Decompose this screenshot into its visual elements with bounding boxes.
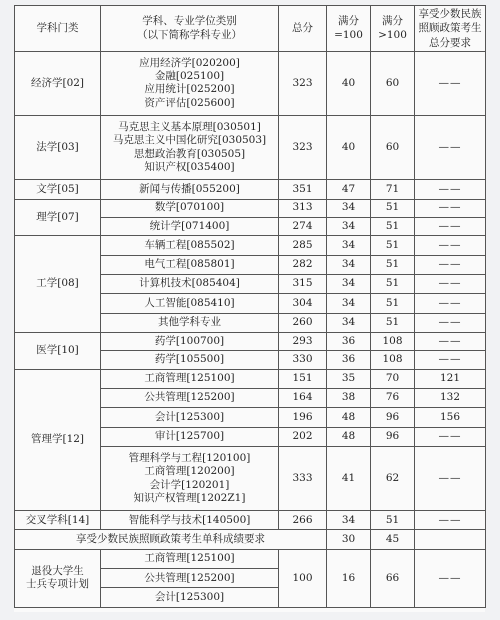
category-cell: 管理学[12] — [15, 369, 101, 511]
total-cell: 330 — [279, 351, 327, 369]
total-cell: 282 — [279, 255, 327, 274]
score100-cell: 16 — [327, 549, 371, 607]
header-minority-line3: 总分要求 — [429, 36, 471, 49]
major-cell — [101, 446, 279, 510]
table-row — [15, 51, 486, 115]
major-cell: 药学[105500] — [101, 351, 279, 369]
minority-cell: —— — [415, 549, 486, 607]
major-name: 资产评估[025600] — [144, 96, 235, 109]
major-cell: 会计[125300] — [101, 408, 279, 427]
table-row — [15, 511, 486, 530]
major-cell: 智能科学与技术[140500] — [101, 511, 279, 530]
score100-cell: 34 — [327, 274, 371, 293]
major-name: 马克思主义中国化研究[030503] — [112, 134, 267, 147]
score-gt100-cell: 51 — [371, 217, 415, 235]
category-cell: 医学[10] — [15, 332, 101, 369]
score-gt100-cell: 108 — [371, 351, 415, 369]
minority-cell: —— — [415, 446, 486, 510]
score-requirements-table — [14, 5, 486, 608]
header-major — [101, 6, 279, 52]
total-cell: 151 — [279, 369, 327, 388]
score100-cell: 30 — [327, 530, 371, 549]
score100-cell: 41 — [327, 446, 371, 510]
major-cell: 数学[070100] — [101, 199, 279, 217]
minority-cell: —— — [415, 255, 486, 274]
total-cell: 351 — [279, 180, 327, 199]
header-minority-line2: 照顾政策考生 — [418, 22, 482, 35]
score-gt100-cell: 70 — [371, 369, 415, 388]
score-gt100-cell: 45 — [371, 530, 415, 549]
minority-cell: 132 — [415, 388, 486, 407]
score100-cell: 34 — [327, 199, 371, 217]
major-name: 工商管理[120200] — [144, 465, 235, 478]
total-cell: 304 — [279, 294, 327, 313]
header-minority-line1: 享受少数民族 — [418, 8, 482, 21]
major-cell — [101, 116, 279, 180]
score100-cell: 35 — [327, 369, 371, 388]
major-cell: 新闻与传播[055200] — [101, 180, 279, 199]
header-total: 总分 — [279, 6, 327, 52]
total-cell: 323 — [279, 116, 327, 180]
major-name: 知识产权[035400] — [144, 161, 235, 174]
minority-cell: —— — [415, 236, 486, 255]
score-gt100-cell: 60 — [371, 51, 415, 115]
score-gt100-cell: 60 — [371, 116, 415, 180]
table-row — [15, 236, 486, 255]
major-cell: 公共管理[125200] — [101, 569, 279, 588]
score-gt100-cell: 51 — [371, 255, 415, 274]
category-cell: 文学[05] — [15, 180, 101, 199]
score100-cell: 34 — [327, 313, 371, 332]
table-row — [15, 332, 486, 350]
total-cell: 202 — [279, 427, 327, 446]
minority-cell: —— — [415, 51, 486, 115]
major-name: 应用统计[025200] — [144, 83, 235, 96]
score-gt100-cell: 51 — [371, 313, 415, 332]
total-cell: 315 — [279, 274, 327, 293]
veterans-category-cell — [15, 549, 101, 607]
veterans-category-line2: 士兵专项计划 — [26, 578, 89, 591]
header-full-gt100 — [371, 6, 415, 52]
score-gt100-cell: 96 — [371, 427, 415, 446]
header-category: 学科门类 — [15, 6, 101, 52]
score-gt100-cell: 108 — [371, 332, 415, 350]
table-row — [15, 180, 486, 199]
table-row — [15, 116, 486, 180]
score-gt100-cell: 66 — [371, 549, 415, 607]
category-cell: 工学[08] — [15, 236, 101, 333]
category-cell: 交叉学科[14] — [15, 511, 101, 530]
total-cell: 196 — [279, 408, 327, 427]
score100-cell: 48 — [327, 427, 371, 446]
minority-cell: —— — [415, 511, 486, 530]
total-cell: 293 — [279, 332, 327, 350]
major-name: 思想政治教育[030505] — [133, 147, 246, 160]
header-major-line2: （以下简称学科专业） — [137, 29, 242, 42]
major-cell: 工商管理[125100] — [101, 369, 279, 388]
minority-cell: —— — [415, 274, 486, 293]
major-name: 金融[025100] — [154, 69, 225, 82]
score-gt100-cell: 51 — [371, 511, 415, 530]
minority-cell: 156 — [415, 408, 486, 427]
score100-cell: 36 — [327, 332, 371, 350]
table-row — [15, 369, 486, 388]
score100-cell: 36 — [327, 351, 371, 369]
score100-cell: 40 — [327, 116, 371, 180]
score-gt100-cell: 71 — [371, 180, 415, 199]
score100-cell: 38 — [327, 388, 371, 407]
score-gt100-cell: 62 — [371, 446, 415, 510]
header-major-line1: 学科、专业学位类别 — [142, 15, 237, 28]
score100-cell: 48 — [327, 408, 371, 427]
major-name: 马克思主义基本原理[030501] — [118, 120, 261, 133]
total-cell: 274 — [279, 217, 327, 235]
score-gt100-cell: 51 — [371, 274, 415, 293]
major-name: 应用经济学[020200] — [139, 56, 240, 69]
score-gt100-cell: 96 — [371, 408, 415, 427]
score-gt100-cell: 76 — [371, 388, 415, 407]
major-cell: 车辆工程[085502] — [101, 236, 279, 255]
minority-subject-row — [15, 530, 486, 549]
table-row — [15, 549, 486, 568]
total-cell: 333 — [279, 446, 327, 510]
major-cell: 会计[125300] — [101, 588, 279, 608]
major-cell: 审计[125700] — [101, 427, 279, 446]
total-cell: 260 — [279, 313, 327, 332]
score100-cell: 34 — [327, 236, 371, 255]
score100-cell: 34 — [327, 294, 371, 313]
category-cell: 经济学[02] — [15, 51, 101, 115]
total-cell: 323 — [279, 51, 327, 115]
minority-cell: —— — [415, 116, 486, 180]
minority-cell: —— — [415, 199, 486, 217]
major-cell: 统计学[071400] — [101, 217, 279, 235]
minority-cell-empty — [415, 530, 486, 549]
minority-subject-label: 享受少数民族照顾政策考生单科成绩要求 — [15, 530, 327, 549]
table-row — [15, 199, 486, 217]
score100-cell: 40 — [327, 51, 371, 115]
total-cell: 266 — [279, 511, 327, 530]
major-name: 管理科学与工程[120100] — [128, 451, 251, 464]
score100-cell: 34 — [327, 217, 371, 235]
major-cell: 其他学科专业 — [101, 313, 279, 332]
header-full100-line2: =100 — [334, 29, 363, 42]
header-full100-line1: 满分 — [338, 15, 359, 28]
major-cell: 公共管理[125200] — [101, 388, 279, 407]
header-full-gt100-line2: >100 — [378, 29, 407, 42]
score-gt100-cell: 51 — [371, 294, 415, 313]
major-cell: 人工智能[085410] — [101, 294, 279, 313]
major-cell: 药学[100700] — [101, 332, 279, 350]
minority-cell: —— — [415, 332, 486, 350]
major-name: 知识产权管理[1202Z1] — [133, 491, 246, 504]
score-gt100-cell: 51 — [371, 199, 415, 217]
major-name: 会计学[120201] — [149, 478, 230, 491]
total-cell: 164 — [279, 388, 327, 407]
header-full-gt100-line1: 满分 — [382, 15, 403, 28]
minority-cell: —— — [415, 313, 486, 332]
header-minority — [415, 6, 486, 52]
minority-cell: —— — [415, 294, 486, 313]
total-cell: 100 — [279, 549, 327, 607]
major-cell: 计算机技术[085404] — [101, 274, 279, 293]
major-cell — [101, 51, 279, 115]
major-cell: 工商管理[125100] — [101, 549, 279, 568]
category-cell: 法学[03] — [15, 116, 101, 180]
score100-cell: 34 — [327, 255, 371, 274]
total-cell: 313 — [279, 199, 327, 217]
minority-cell: —— — [415, 427, 486, 446]
score-gt100-cell: 51 — [371, 236, 415, 255]
veterans-category-line1: 退役大学生 — [31, 564, 84, 577]
minority-cell: —— — [415, 180, 486, 199]
header-row — [15, 6, 486, 52]
total-cell: 285 — [279, 236, 327, 255]
score-table-sheet — [14, 5, 485, 612]
minority-cell: 121 — [415, 369, 486, 388]
major-cell: 电气工程[085801] — [101, 255, 279, 274]
header-full100 — [327, 6, 371, 52]
score100-cell: 47 — [327, 180, 371, 199]
minority-cell: —— — [415, 351, 486, 369]
score100-cell: 34 — [327, 511, 371, 530]
category-cell: 理学[07] — [15, 199, 101, 236]
minority-cell: —— — [415, 217, 486, 235]
